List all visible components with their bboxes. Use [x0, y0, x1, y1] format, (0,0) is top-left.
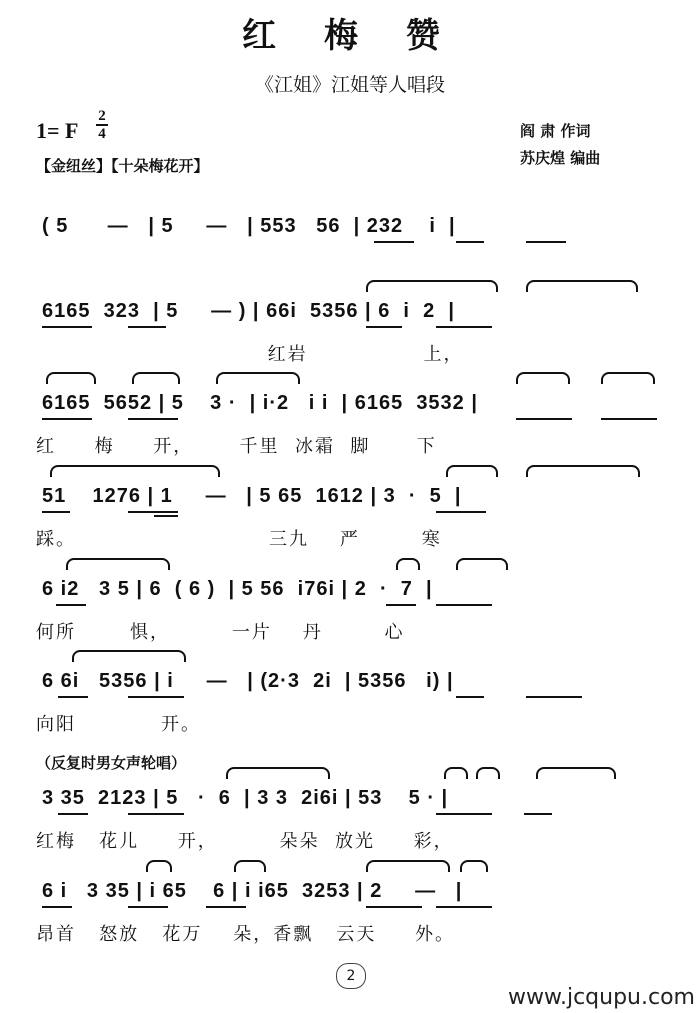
notation-line: 6 i 3 35 | i 65 6 | i i65 3253 | 2 — |: [42, 880, 463, 902]
composer-credit: 苏庆煌 编曲: [520, 149, 601, 167]
lyrics-line: 红梅 花儿 开， 朵朵 放光 彩，: [36, 831, 454, 852]
score-row-4: [36, 485, 664, 585]
score-row-2: [36, 300, 664, 400]
repeat-note: （反复时男女声轮唱）: [36, 754, 187, 772]
lyricist-credit: 阎 肃 作词: [520, 122, 591, 140]
notation-line: 6 i2 3 5 | 6 ( 6 ) | 5 56 i76i | 2 · 7 |: [42, 578, 433, 600]
page-title: 红 梅 赞: [242, 16, 458, 56]
score-row-3: [36, 392, 664, 492]
key-signature: 1= F: [36, 118, 79, 143]
lyrics-line: 何所 惧， 一片 丹 心: [36, 622, 405, 643]
notation-line: 3 35 2123 | 5 · 6 | 3 3 2i6i | 53 5 · |: [42, 787, 449, 809]
tune-labels: 【金纽丝】【十朵梅花开】: [36, 157, 209, 175]
subtitle: 《江姐》江姐等人唱段: [254, 74, 445, 96]
notation-line: 51 1276 | 1 — | 5 65 1612 | 3 · 5 |: [42, 485, 462, 507]
time-signature-top: 2: [98, 108, 106, 124]
lyrics-line: 向阳 开。: [36, 714, 201, 735]
watermark: www.jcqupu.com: [508, 985, 695, 1010]
notation-line: 6165 323 | 5 — ) | 66i 5356 | 6 i 2 |: [42, 300, 455, 322]
notation-line: 6165 5652 | 5 3 · | i·2 i i | 6165 3532 |: [42, 392, 478, 414]
score-row-7: [36, 787, 664, 887]
score-row-5: [36, 578, 664, 678]
lyrics-line: 红 梅 开， 千里 冰霜 脚 下: [36, 436, 437, 457]
page-number: 2: [336, 963, 366, 989]
notation-line: ( 5 — | 5 — | 553 56 | 232 i |: [42, 215, 456, 237]
lyrics-line: 红岩 上，: [36, 344, 464, 365]
lyrics-line: 昂首 怒放 花万 朵，香飘 云天 外。: [36, 924, 455, 945]
time-signature: [96, 108, 108, 142]
notation-line: 6 6i 5356 | i — | (2·3 2i | 5356 i) |: [42, 670, 454, 692]
time-signature-bottom: 4: [98, 126, 106, 142]
lyrics-line: 踩。 三九 严 寒: [36, 529, 442, 550]
